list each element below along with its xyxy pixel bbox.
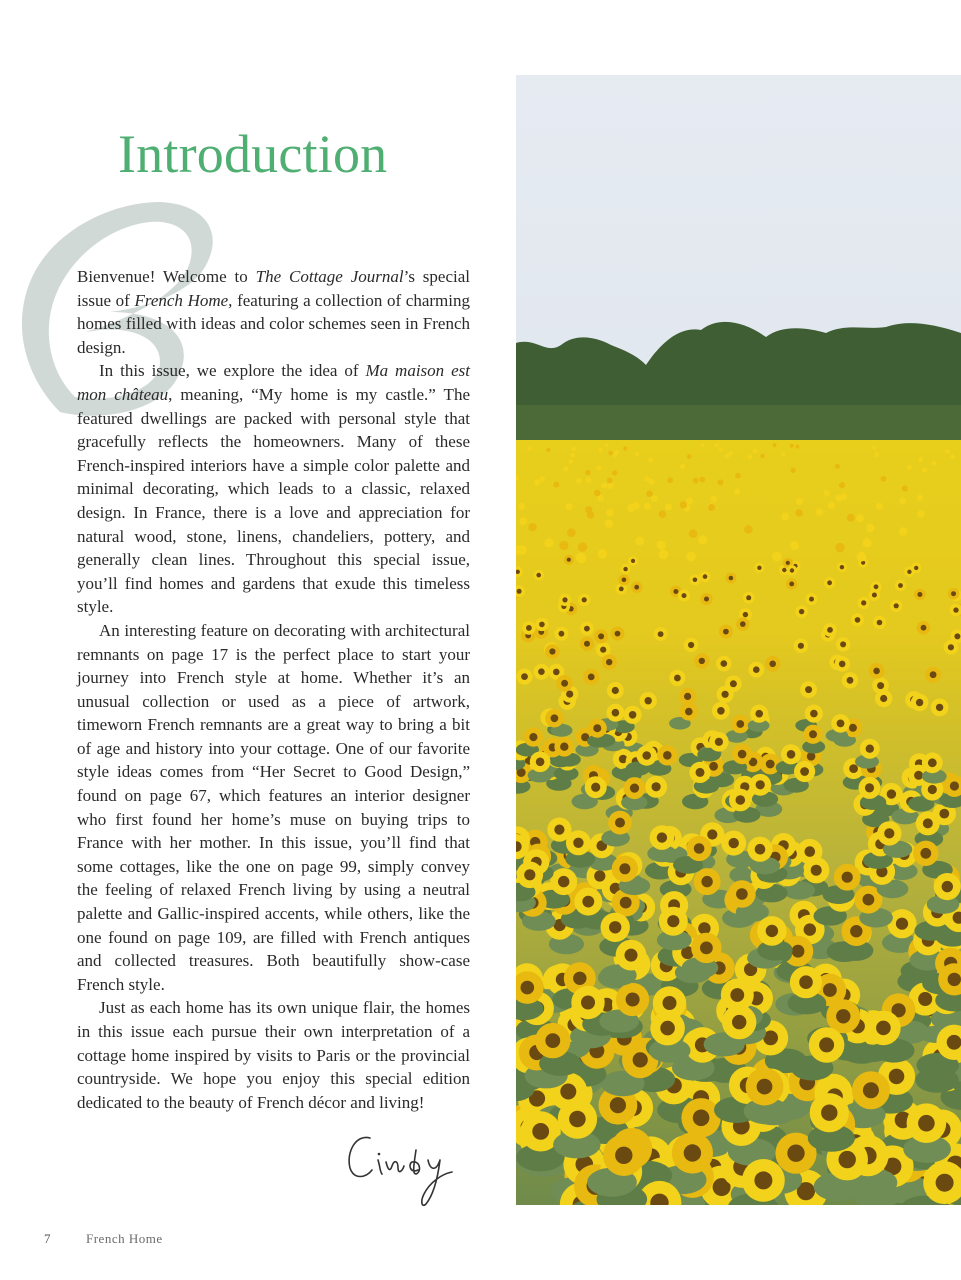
text-run: Ma maison est mon château xyxy=(77,361,470,404)
intro-body-text xyxy=(77,265,470,1114)
text-run: The Cottage Journal xyxy=(255,267,404,286)
paragraph-2 xyxy=(77,359,470,619)
signature-cindy xyxy=(342,1120,462,1210)
text-run: , meaning, “My home is my castle.” The featured dwellings are packed with personal style that gracefully reflects the homeowners. Many of these French-inspired interiors have a simple color palette and minimal decorating, which leads to a classic, relaxed design. In France, there is a love and appreciation for natural wood, stone, linens, chandeliers, pottery, and generally clean lines. Throughout this special issue, you’ll find homes and gardens that exude this timeless style. xyxy=(77,384,470,617)
text-run: In this issue, we explore the idea of xyxy=(99,361,366,381)
sunflower-field-photo xyxy=(516,75,961,1205)
paragraph-4 xyxy=(77,996,470,1114)
paragraph-1 xyxy=(77,265,470,359)
text-run: featuring a collection of charming homes filled with ideas and color schemes seen in French design. xyxy=(77,290,470,357)
page-number: 7 xyxy=(44,1231,51,1246)
page-footer xyxy=(44,1231,163,1247)
paragraph-3 xyxy=(77,619,470,997)
text-run: French Home, xyxy=(134,290,233,310)
text-run: An interesting feature on decorating with architectural remnants on page 17 is the perfect place to start your journey into French style at home. Whether it’s an unusual collection or used as a piece of artwork, timeworn French remnants are a great way to bring a bit of age and history into your cottage. One of our favorite style ideas comes from “Her Secret to Good Design,” found on page 67, which features an interior designer who first found her home’s muse on buying trips to France with her mother. In this issue, you’ll find that some cottages, like the one on page 99, simply convey the feeling of relaxed French living by using a neutral palette and Gallic-inspired accents, while others, like the one found on page 109, are filled with French antiques and collected treasures. Both beautifully show-case French style. xyxy=(77,620,470,994)
text-run: Bienvenue! Welcome to xyxy=(77,267,256,286)
text-run: ’s special issue of xyxy=(77,267,470,310)
publication-section-name: French Home xyxy=(86,1231,163,1246)
text-run: Just as each home has its own unique flair, the homes in this issue each pursue their own interpretation of a cottage home inspired by visits to Paris or the provincial countryside. We hope you enjoy this special edition dedicated to the beauty of French décor and living! xyxy=(77,998,470,1112)
page-title: Introduction xyxy=(118,124,388,184)
